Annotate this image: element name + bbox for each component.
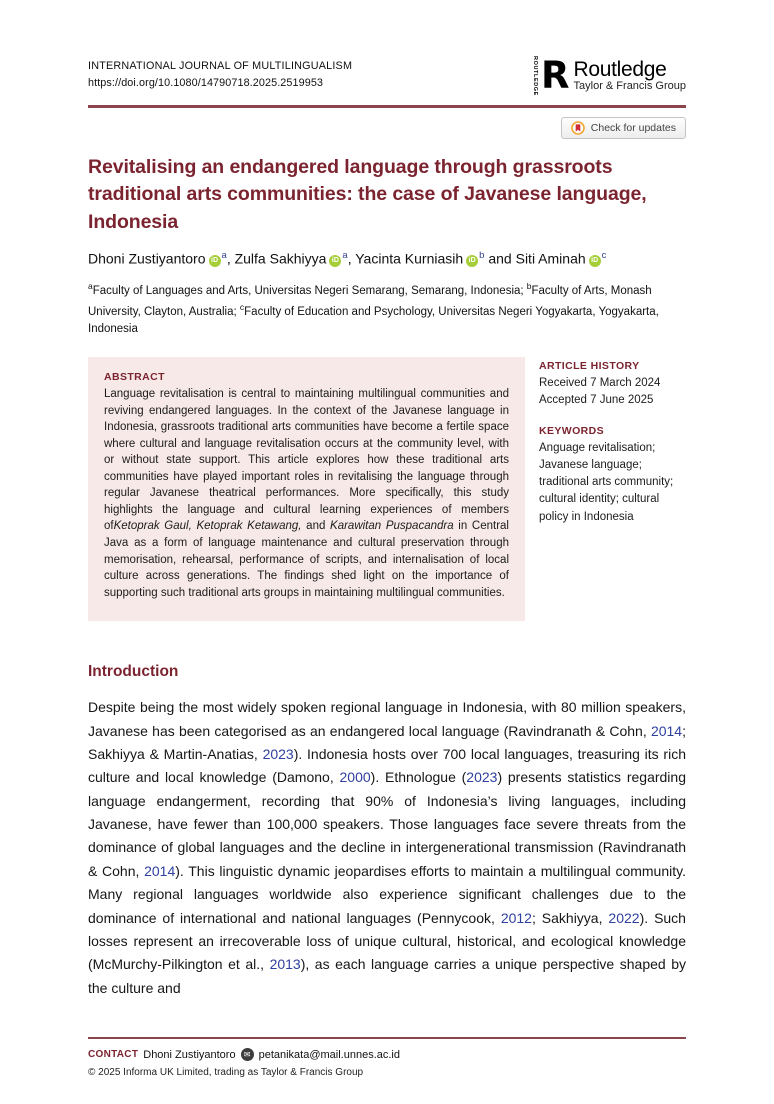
article-title: Revitalising an endangered language through grassroots traditional arts communities: the case of Javanese language, Indonesia: [88, 155, 647, 233]
author-affiliation-sup: a: [221, 249, 227, 261]
author-line: Dhoni Zustiyantoro $iD^a$, Zulfa Sakhiyya $iD^a$, Yacinta Kurniasih $iD^b$ and Siti Aminah $iD^c$: [88, 249, 607, 267]
check-for-updates-button[interactable]: [561, 117, 686, 139]
doi-link[interactable]: https://doi.org/10.1080/14790718.2025.2519953: [88, 77, 324, 90]
author-affiliation-sup: b: [479, 249, 485, 261]
orcid-icon[interactable]: iD: [589, 255, 601, 267]
author-affiliation-sup: a: [342, 249, 348, 261]
author-name: Yacinta Kurniasih: [355, 250, 464, 267]
citation-year-link[interactable]: 2022: [608, 909, 640, 926]
affiliations: $^a$Faculty of Languages and Arts, Universitas Negeri Semarang, Semarang, Indonesia; $^b$Faculty of Arts, Monash University, Clayton, Australia; $^c$Faculty of Education and Psychology, Universitas Negeri Yogyakarta, Yogyakarta, Indonesia: [88, 280, 659, 336]
author-affiliation-sup: c: [601, 249, 607, 261]
citation-year-link[interactable]: 2012: [500, 909, 532, 926]
affiliation-sup: b: [526, 280, 532, 291]
citation-year-link[interactable]: 2014: [144, 862, 176, 879]
routledge-vertical-text: ROUTLEDGE: [532, 56, 539, 96]
citation-year-link[interactable]: 2014: [650, 722, 683, 739]
footer-rule: [88, 1037, 686, 1039]
italic-term: Ketoprak Gaul, Ketoprak Ketawang,: [113, 520, 302, 533]
author-name: Dhoni Zustiyantoro: [88, 250, 206, 267]
author-name: Zulfa Sakhiyya: [234, 250, 327, 267]
section-heading-introduction: Introduction: [88, 663, 179, 681]
journal-meta: [88, 58, 352, 93]
history-line: Received 7 March 2024: [539, 377, 661, 390]
keywords-text: Anguage revitalisation; Javanese language; traditional arts community; cultural identity; cultural policy in Indonesia: [539, 441, 674, 523]
article-history-heading: ARTICLE HISTORY: [539, 360, 640, 373]
publisher-name: Routledge: [573, 58, 667, 82]
citation-year-link[interactable]: 2023: [466, 769, 498, 786]
contact-email[interactable]: petanikata@mail.unnes.ac.id: [258, 1048, 400, 1061]
abstract-text: Language revitalisation is central to maintaining multilingual communities and reviving endangered languages. In the context of the Javanese language in Indonesia, grassroots traditional arts communities have become a fertile space where cultural and language revitalisation occurs at the community level, with or without state support. This article explores how these traditional arts communities have played important roles in revitalising the language through regular Javanese theatrical performances. More specifically, this study highlights the language and cultural learning experiences of members ofKetoprak Gaul, Ketoprak Ketawang, and Karawitan Puspacandra in Central Java as a form of language maintenance and cultural preservation through memorisation, rehearsal, performance of scripts, and internalisation of local culture across generations. The findings shed light on the importance of supporting such traditional arts groups in maintaining multilingual communities.: [104, 388, 509, 599]
orcid-icon[interactable]: iD: [209, 255, 221, 267]
history-line: Accepted 7 June 2025: [539, 394, 654, 407]
citation-year-link[interactable]: 2023: [262, 745, 294, 762]
email-icon: ✉: [241, 1048, 254, 1061]
introduction-paragraph: Despite being the most widely spoken regional language in Indonesia, with 80 million speakers, Javanese has been categorised as an endangered local language (Ravindranath & Cohn, 2014; Sakhiyya & Martin-Anatias, 2023). Indonesia hosts over 700 local languages, treasuring its rich culture and local knowledge (Damono, 2000). Ethnologue (2023) presents statistics regarding language endangerment, recording that 90% of Indonesia’s living languages, including Javanese, have fewer than 100,000 speakers. Those languages face severe threats from the dominance of global languages and the decline in intergenerational transmission (Ravindranath & Cohn, 2014). This linguistic dynamic jeopardises efforts to maintain a multilingual community. Many regional languages worldwide also experience significant challenges due to the dominance of international and national languages (Pennycook, 2012; Sakhiyya, 2022). Such losses represent an irrecoverable loss of unique cultural, historical, and ecological knowledge (McMurchy-Pilkington et al., 2013), as each language carries a unique perspective shaped by the culture and: [88, 699, 687, 996]
article-history-lines: [539, 375, 686, 410]
author-name: Siti Aminah: [515, 250, 586, 267]
page-footer: [88, 1037, 686, 1078]
abstract-heading: ABSTRACT: [104, 371, 165, 384]
copyright-notice: © 2025 Informa UK Limited, trading as Taylor & Francis Group: [88, 1067, 364, 1078]
keywords-heading: KEYWORDS: [539, 424, 605, 437]
publisher-group: Taylor & Francis Group: [573, 80, 686, 93]
orcid-icon[interactable]: iD: [329, 255, 341, 267]
routledge-r-icon: R: [541, 54, 570, 98]
check-for-updates-label: Check for updates: [590, 121, 676, 134]
publisher-logo: [532, 56, 686, 96]
page-header: [88, 54, 686, 98]
header-rule: [88, 105, 686, 108]
article-sidebar: [539, 357, 686, 621]
contact-name: Dhoni Zustiyantoro: [143, 1048, 236, 1061]
orcid-icon[interactable]: iD: [466, 255, 478, 267]
crossmark-icon: [571, 121, 585, 135]
italic-term: Karawitan Puspacandra: [330, 520, 454, 533]
affiliation-sup: a: [88, 280, 93, 291]
contact-label: CONTACT: [88, 1049, 139, 1060]
journal-title: INTERNATIONAL JOURNAL OF MULTILINGUALISM: [88, 60, 353, 72]
citation-year-link[interactable]: 2000: [339, 769, 371, 786]
citation-year-link[interactable]: 2013: [269, 956, 301, 973]
affiliation-sup: c: [239, 301, 245, 312]
abstract-box: [88, 357, 525, 621]
